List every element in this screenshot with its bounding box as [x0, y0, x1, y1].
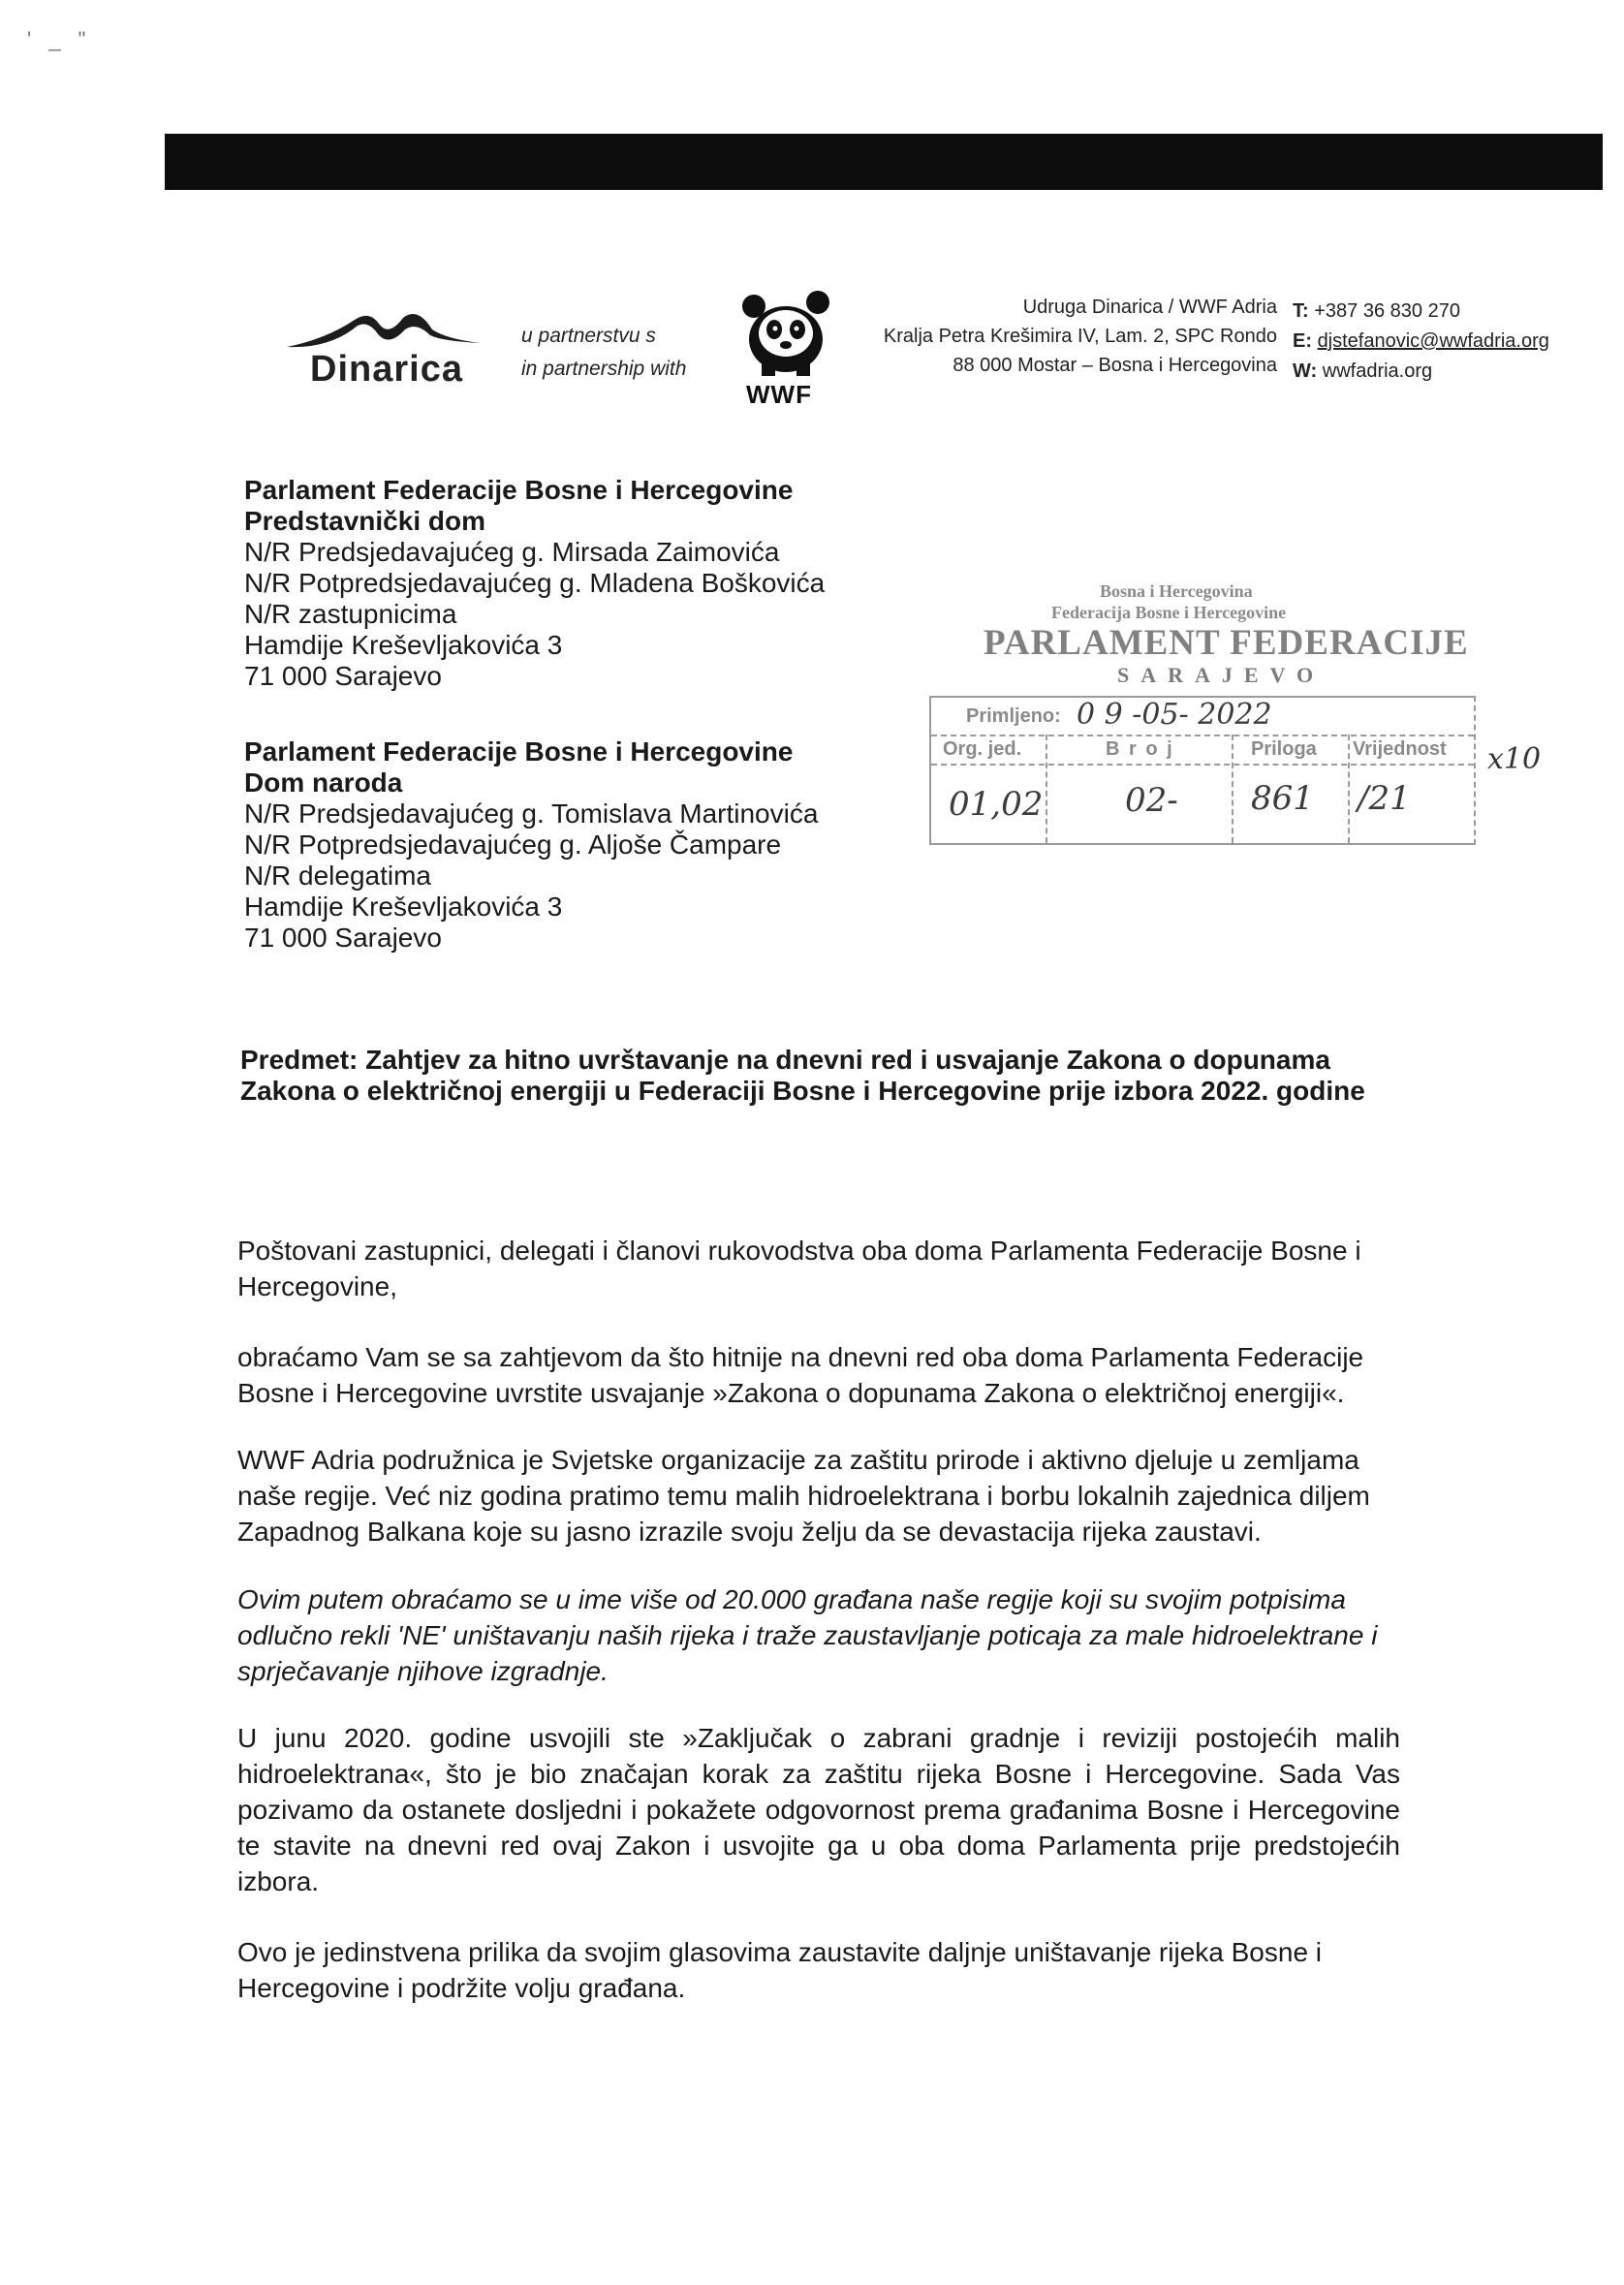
- stamp-side-note: x10: [1487, 742, 1542, 776]
- stamp-city: SARAJEVO: [1117, 663, 1326, 687]
- stamp-col-org: Org. jed.: [943, 738, 1022, 760]
- recipient-block-representatives: [244, 475, 922, 692]
- stamp-received-date: 0 9 -05- 2022: [1077, 698, 1272, 732]
- sender-address: [843, 293, 1277, 380]
- web-label: W:: [1293, 360, 1318, 382]
- scan-mark: ' _ ": [27, 27, 92, 51]
- phone-label: T:: [1293, 300, 1309, 322]
- sender-contact: [1293, 297, 1549, 387]
- body-paragraph: Ovo je jedinstvena prilika da svojim glasovima zaustavite daljnje uništavanje rijeka Bosne i Hercegovine i podržite volju građana.: [237, 1937, 1323, 2003]
- stamp-divider: [1348, 735, 1350, 843]
- stamp-col-broj: B r o j: [1106, 738, 1174, 760]
- stamp-divider: [1232, 735, 1234, 843]
- stamp-parliament: PARLAMENT FEDERACIJE: [984, 623, 1469, 663]
- partner-line-english: in partnership with: [521, 358, 687, 380]
- recipient-chamber: Predstavnički dom: [244, 506, 485, 536]
- dinarica-logo: [287, 291, 481, 397]
- stamp-received-label: Primljeno:: [966, 705, 1061, 727]
- stamp-col-vrijednost: Vrijednost: [1353, 738, 1447, 760]
- dinarica-wordmark: Dinarica: [310, 349, 463, 390]
- stamp-divider: [1046, 735, 1047, 843]
- recipient-chamber: Dom naroda: [244, 767, 403, 798]
- recipient-line: N/R Predsjedavajućeg g. Tomislava Martinovića: [244, 798, 819, 829]
- address-line: 88 000 Mostar – Bosna i Hercegovina: [953, 355, 1277, 376]
- recipient-line: N/R Potpredsjedavajućeg g. Aljoše Čampare: [244, 829, 782, 860]
- stamp-value-broj: 02-: [1125, 781, 1178, 820]
- registry-stamp: [925, 578, 1542, 868]
- recipient-line: 71 000 Sarajevo: [244, 661, 442, 691]
- phone-number: +387 36 830 270: [1314, 300, 1460, 322]
- body-paragraph: obraćamo Vam se sa zahtjevom da što hitnije na dnevni red oba doma Parlamenta Federacije Bosne i Hercegovine uvrstite usvajanje »Zakona o dopunama Zakona o električnoj energiji«.: [237, 1342, 1364, 1408]
- recipient-line: Hamdije Kreševljakovića 3: [244, 892, 563, 922]
- web-line: [1293, 357, 1549, 387]
- stamp-federation: Federacija Bosne i Hercegovine: [1051, 603, 1287, 622]
- wwf-logo: [733, 283, 839, 411]
- stamp-grid: [929, 696, 1476, 845]
- recipient-line: N/R zastupnicima: [244, 599, 457, 629]
- address-line: Udruga Dinarica / WWF Adria: [1022, 297, 1277, 318]
- address-line: Kralja Petra Krešimira IV, Lam. 2, SPC Rondo: [883, 326, 1277, 347]
- partnership-note: [521, 320, 686, 386]
- recipient-line: N/R delegatima: [244, 861, 431, 891]
- recipient-institution: Parlament Federacije Bosne i Hercegovine: [244, 736, 794, 767]
- partner-line-local: u partnerstvu s: [521, 325, 656, 347]
- stamp-value-org: 01,02: [949, 785, 1044, 824]
- recipient-block-peoples: [244, 736, 922, 954]
- recipient-line: Hamdije Kreševljakovića 3: [244, 630, 563, 660]
- body-paragraph-italic: Ovim putem obraćamo se u ime više od 20.000 građana naše regije koji su svojim potpisima odlučno rekli 'NE' uništavanju naših rijeka i traže zaustavljanje poticaja za male hidroelektrane i sprječavanje njihove izgradnje.: [237, 1584, 1378, 1686]
- salutation-paragraph: Poštovani zastupnici, delegati i članovi rukovodstva oba doma Parlamenta Federacije Bosne i Hercegovine,: [237, 1236, 1361, 1301]
- wwf-wordmark: WWF: [746, 380, 812, 409]
- stamp-received-row: [931, 698, 1474, 736]
- recipient-institution: Parlament Federacije Bosne i Hercegovine: [244, 475, 794, 505]
- stamp-header-row: [931, 735, 1474, 766]
- redaction-bar: [165, 134, 1603, 190]
- email-link[interactable]: djstefanovic@wwfadria.org: [1317, 330, 1549, 352]
- phone-line: [1293, 297, 1549, 327]
- recipient-line: 71 000 Sarajevo: [244, 923, 442, 953]
- stamp-country: Bosna i Hercegovina: [1100, 581, 1253, 601]
- body-paragraph: U junu 2020. godine usvojili ste »Zaključak o zabrani gradnje i reviziji postojećih malih hidroelektrana«, što je bio značajan korak za zaštitu rijeka Bosne i Hercegovine. Sada Vas pozivamo da ostanete dosljedni i pokažete odgovornost prema građanima Bosne i Hercegovine te stavite na dnevni red ovaj Zakon i usvojite ga u oba doma Parlamenta prije predstojećih izbora.: [237, 1723, 1400, 1896]
- stamp-value-vrijednost: /21: [1358, 779, 1411, 818]
- panda-icon: [733, 283, 839, 380]
- email-label: E:: [1293, 330, 1312, 352]
- stamp-value-priloga: 861: [1251, 779, 1314, 818]
- stamp-col-priloga: Priloga: [1251, 738, 1317, 760]
- web-link[interactable]: wwfadria.org: [1322, 360, 1433, 382]
- letter-subject: Predmet: Zahtjev za hitno uvrštavanje na dnevni red i usvajanje Zakona o dopunama Zakona o električnoj energiji u Federaciji Bosne i Hercegovine prije izbora 2022. godine: [240, 1045, 1365, 1106]
- recipient-line: N/R Potpredsjedavajućeg g. Mladena Boškovića: [244, 568, 826, 598]
- email-line: [1293, 327, 1549, 357]
- body-paragraph: WWF Adria podružnica je Svjetske organizacije za zaštitu prirode i aktivno djeluje u zemljama naše regije. Već niz godina pratimo temu malih hidroelektrana i borbu lokalnih zajednica diljem Zapadnog Balkana koje su jasno izrazile svoju želju da se devastacija rijeka zaustavi.: [237, 1445, 1370, 1547]
- recipient-line: N/R Predsjedavajućeg g. Mirsada Zaimovića: [244, 537, 780, 567]
